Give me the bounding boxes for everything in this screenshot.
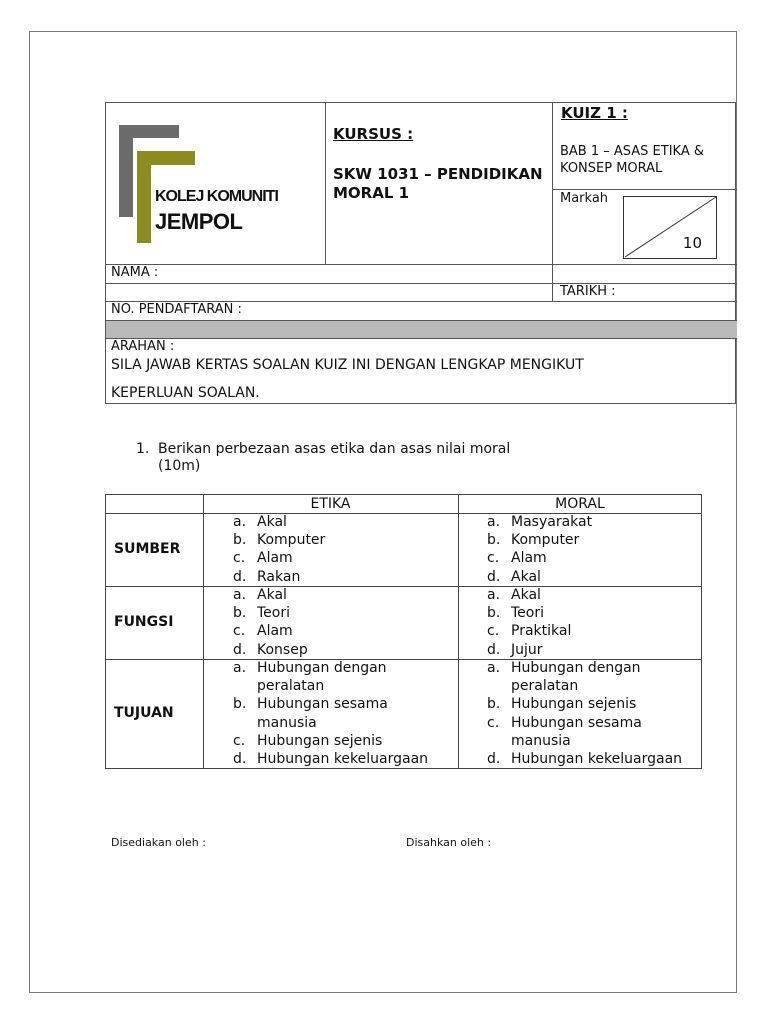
list-item <box>487 714 682 750</box>
quiz-label: KUIZ 1 : <box>561 104 628 122</box>
list-item-text: Akal <box>257 514 287 530</box>
list-item <box>487 549 592 567</box>
list-item-text: Praktikal <box>511 623 572 640</box>
list-item-text: Komputer <box>511 532 580 549</box>
list-item <box>233 622 308 640</box>
list-item-letter: d. <box>233 751 247 768</box>
list-item <box>233 732 428 750</box>
list-item <box>233 659 428 695</box>
course-label: KURSUS : <box>333 125 414 143</box>
question-text: Berikan perbezaan asas etika dan asas nilai moral <box>158 441 511 457</box>
list-item-letter: d. <box>487 568 501 585</box>
list-item-letter: b. <box>233 532 247 549</box>
chapter-title: BAB 1 – ASAS ETIKA & KONSEP MORAL <box>560 144 705 176</box>
list-item <box>487 604 571 622</box>
list-item-text: Akal <box>511 587 541 603</box>
list-item-text: Hubungan sesama <box>257 696 388 713</box>
list-item-letter: c. <box>233 623 246 640</box>
divider <box>203 495 204 768</box>
list-item <box>487 659 682 695</box>
list-item-letter: c. <box>487 623 500 640</box>
list-item-text: Masyarakat <box>511 514 593 530</box>
sumber-etika-list <box>233 513 325 586</box>
date-label: TARIKH : <box>560 284 616 299</box>
list-item <box>233 531 325 549</box>
list-item-letter: b. <box>233 605 247 622</box>
list-item <box>233 641 308 659</box>
list-item <box>233 549 325 567</box>
list-item-text: Teori <box>257 605 290 622</box>
divider <box>458 495 459 768</box>
list-item-letter: a. <box>487 514 501 530</box>
marks-box <box>623 196 717 259</box>
quiz-header <box>105 102 736 404</box>
list-item-text: Teori <box>511 605 544 622</box>
list-item <box>233 513 325 531</box>
list-item-text: Alam <box>511 550 547 567</box>
list-item-letter: b. <box>487 532 501 549</box>
divider <box>552 103 553 301</box>
column-header-etika: ETIKA <box>310 496 351 512</box>
list-item <box>487 641 571 659</box>
list-item-text: Alam <box>257 550 293 567</box>
list-item <box>233 586 308 604</box>
logo-text-line2: JEMPOL <box>155 209 243 234</box>
prepared-by-label: Disediakan oleh : <box>111 836 206 849</box>
list-item <box>233 568 325 586</box>
instruction-line1: SILA JAWAB KERTAS SOALAN KUIZ INI DENGAN LENGKAP MENGIKUT <box>111 357 584 373</box>
list-item-text: Hubungan sejenis <box>257 732 383 749</box>
tujuan-moral-list <box>487 659 682 768</box>
list-item-letter: a. <box>487 660 501 676</box>
list-item-letter: a. <box>233 660 247 676</box>
row-label-tujuan: TUJUAN <box>114 705 174 721</box>
divider <box>552 189 737 190</box>
marks-diagonal <box>623 196 717 259</box>
row-label-sumber: SUMBER <box>114 541 181 557</box>
name-label: NAMA : <box>111 265 159 280</box>
list-item <box>487 750 682 768</box>
list-item-letter: a. <box>233 514 247 530</box>
list-item-text: Akal <box>257 587 287 603</box>
list-item-letter: c. <box>487 550 500 567</box>
list-item <box>487 622 571 640</box>
list-item-text: Alam <box>257 623 293 640</box>
list-item-text: Hubungan kekeluargaan <box>257 751 429 768</box>
tujuan-etika-list <box>233 659 428 768</box>
list-item-letter: c. <box>233 550 246 567</box>
fungsi-moral-list <box>487 586 571 659</box>
fungsi-etika-list <box>233 586 308 659</box>
list-item <box>233 695 428 731</box>
registration-label: NO. PENDAFTARAN : <box>111 302 242 317</box>
list-item-letter: d. <box>233 568 247 585</box>
list-item-text: Konsep <box>257 641 308 658</box>
divider <box>106 338 737 339</box>
column-header-moral: MORAL <box>555 496 605 512</box>
list-item-letter: d. <box>233 641 247 658</box>
list-item-letter: b. <box>487 696 501 713</box>
approved-by-label: Disahkan oleh : <box>406 836 492 849</box>
instruction-line2: KEPERLUAN SOALAN. <box>111 385 260 401</box>
sumber-moral-list <box>487 513 592 586</box>
list-item-letter: d. <box>487 641 501 658</box>
divider <box>106 586 701 587</box>
divider <box>106 283 737 284</box>
divider <box>106 264 737 265</box>
list-item-text: Hubungan sejenis <box>511 696 637 713</box>
list-item-letter: c. <box>233 732 246 749</box>
course-name: SKW 1031 – PENDIDIKAN MORAL 1 <box>333 165 543 202</box>
list-item-letter: b. <box>487 605 501 622</box>
question-number: 1. <box>136 441 150 457</box>
list-item-text: Komputer <box>257 532 326 549</box>
shaded-row <box>106 321 737 338</box>
marks-label: Markah <box>560 191 609 206</box>
list-item-text: manusia <box>257 714 317 731</box>
list-item-letter: d. <box>487 751 501 768</box>
list-item <box>233 604 308 622</box>
list-item-letter: b. <box>233 696 247 713</box>
list-item-letter: a. <box>487 587 501 603</box>
logo-text-line1: KOLEJ KOMUNITI <box>155 188 278 205</box>
list-item-letter: a. <box>233 587 247 603</box>
question-marks: (10m) <box>158 458 201 474</box>
list-item-text: Hubungan dengan <box>511 660 641 676</box>
comparison-table <box>105 494 702 769</box>
divider <box>325 103 326 264</box>
list-item <box>487 531 592 549</box>
list-item-text: peralatan <box>511 678 579 695</box>
list-item-text: Akal <box>511 568 541 585</box>
list-item-text: Rakan <box>257 568 301 585</box>
list-item <box>487 586 571 604</box>
list-item-text: manusia <box>511 732 571 749</box>
marks-total: 10 <box>682 234 702 252</box>
list-item-text: Jujur <box>511 641 543 658</box>
list-item-text: Hubungan kekeluargaan <box>511 751 683 768</box>
list-item-letter: c. <box>487 714 500 731</box>
list-item <box>487 513 592 531</box>
list-item <box>487 568 592 586</box>
divider <box>106 513 701 514</box>
instruction-label: ARAHAN : <box>111 339 175 354</box>
list-item-text: Hubungan sesama <box>511 714 642 731</box>
row-label-fungsi: FUNGSI <box>114 614 174 630</box>
list-item-text: Hubungan dengan <box>257 660 387 676</box>
list-item-text: peralatan <box>257 678 325 695</box>
list-item <box>233 750 428 768</box>
list-item <box>487 695 682 713</box>
